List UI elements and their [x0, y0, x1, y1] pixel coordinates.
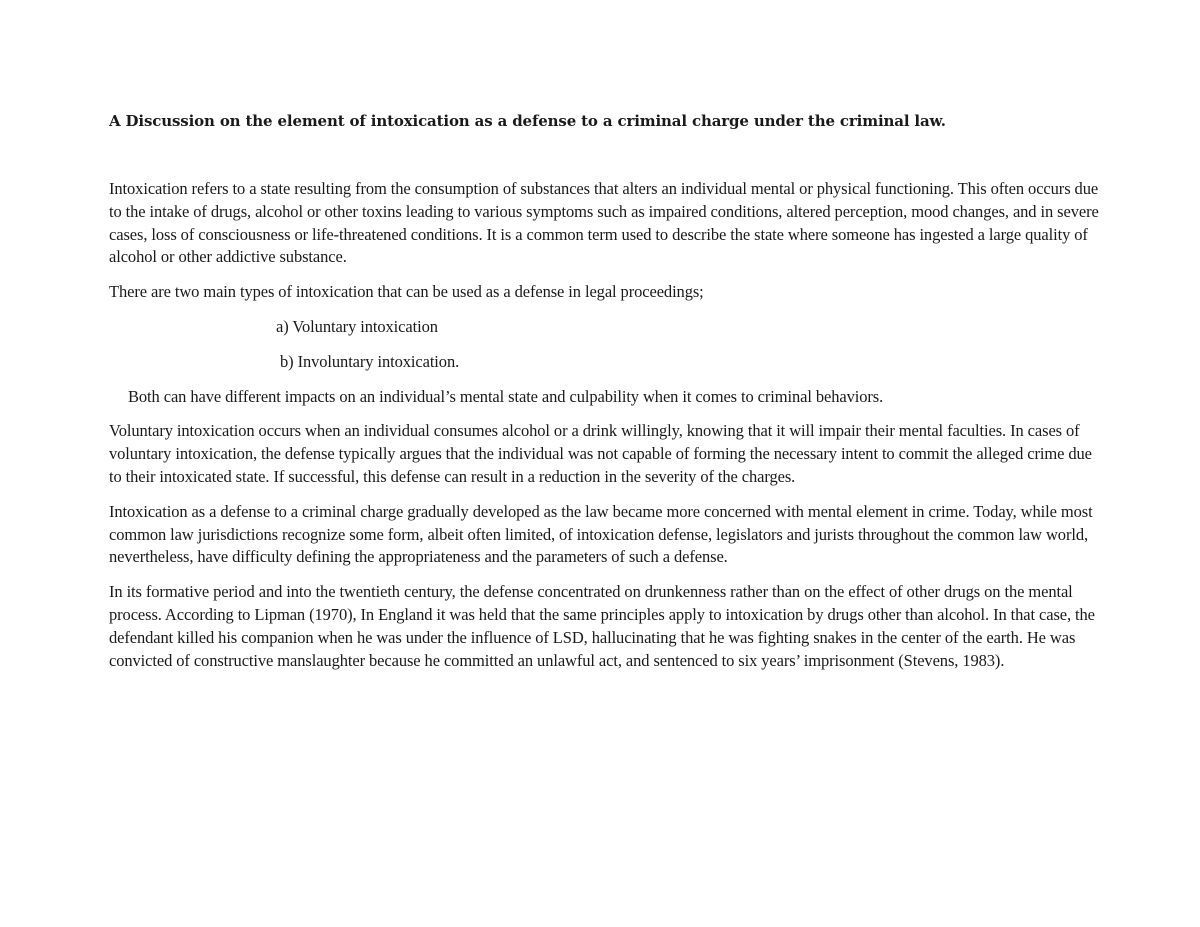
- paragraph-types-intro: There are two main types of intoxication that can be used as a defense in legal proceedings;: [109, 282, 704, 302]
- paragraph-impacts: Both can have different impacts on an individual’s mental state and culpability when it comes to criminal behaviors.: [128, 386, 884, 406]
- paragraph-intoxication-definition: Intoxication refers to a state resulting from the consumption of substances that alters an individual mental or physical functioning. This often occurs due to the intake of drugs, alcohol or other toxins leading to various symptoms such as impaired conditions, altered perception, mood changes, and in severe cases, loss of consciousness or life-threatened conditions. It is a common term used to describe the state where someone has ingested a large quality of alcohol or other addictive substance.: [109, 179, 1099, 267]
- document-title: A Discussion on the element of intoxication as a defense to a criminal charge under the criminal law.: [109, 112, 946, 130]
- list-item-voluntary: a) Voluntary intoxication: [276, 316, 438, 336]
- paragraph-defense-development: Intoxication as a defense to a criminal charge gradually developed as the law became more concerned with mental element in crime. Today, while most common law jurisdictions recognize some form, albeit often limited, of intoxication defense, legislators and jurists throughout the common law world, nevertheless, have difficulty defining the appropriateness and the parameters of such a defense.: [109, 501, 1093, 567]
- paragraph-voluntary-intoxication: Voluntary intoxication occurs when an individual consumes alcohol or a drink willingly, knowing that it will impair their mental faculties. In cases of voluntary intoxication, the defense typically argues that the individual was not capable of forming the necessary intent to commit the alleged crime due to their intoxicated state. If successful, this defense can result in a reduction in the severity of the charges.: [109, 421, 1092, 486]
- paragraph-formative-period: In its formative period and into the twentieth century, the defense concentrated on drunkenness rather than on the effect of other drugs on the mental process. According to Lipman (1970), In England it was held that the same principles apply to intoxication by drugs other than alcohol. In that case, the defendant killed his companion when he was under the influence of LSD, hallucinating that he was fighting snakes in the center of the earth. He was convicted of constructive manslaughter because he committed an unlawful act, and sentenced to six years’ imprisonment (Stevens, 1983).: [109, 582, 1095, 670]
- document-body: [109, 110, 1099, 684]
- list-item-involuntary: b) Involuntary intoxication.: [280, 351, 460, 371]
